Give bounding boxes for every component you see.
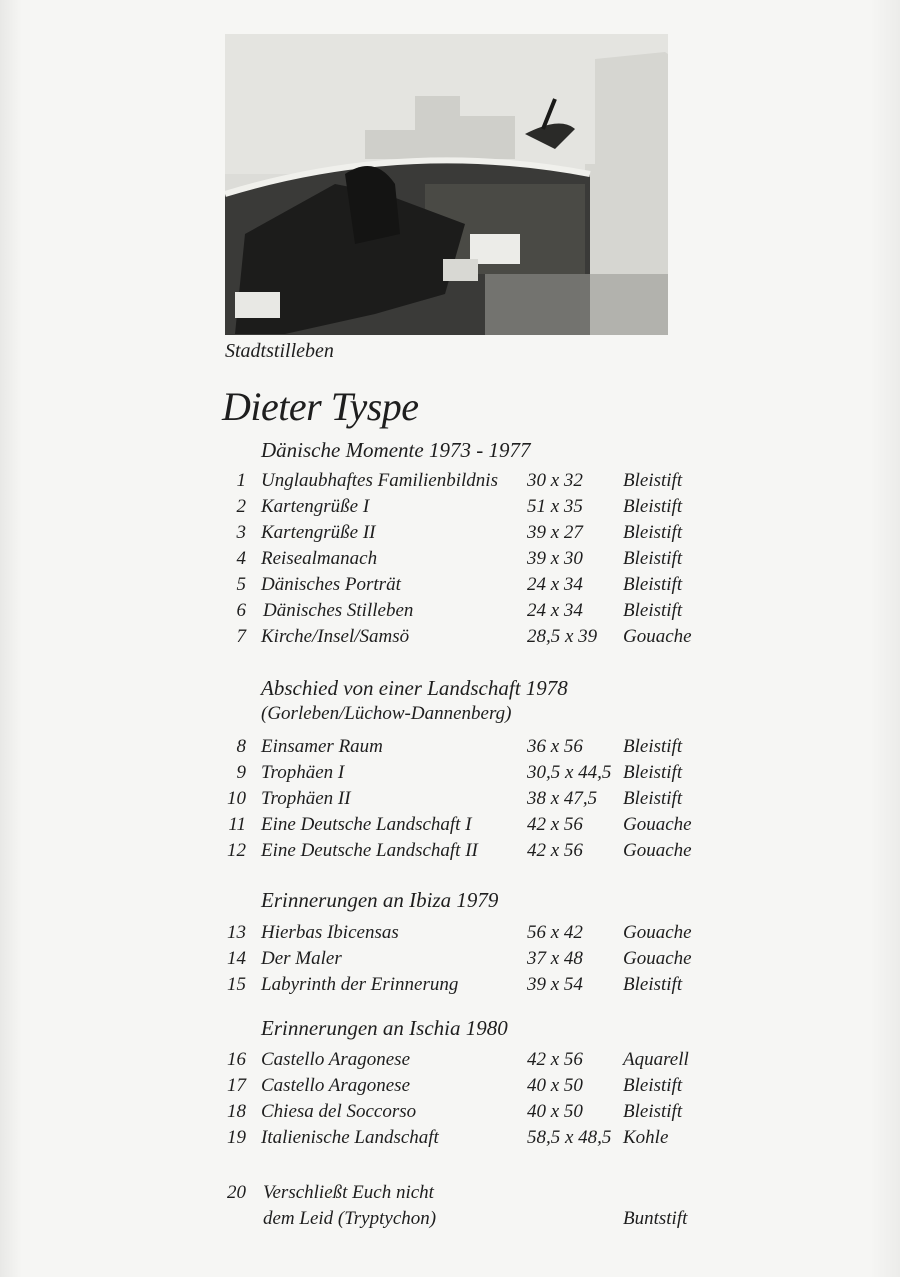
work-title: Kartengrüße II — [261, 522, 376, 543]
work-medium: Bleistift — [623, 974, 683, 995]
work-title: Kartengrüße I — [261, 496, 370, 517]
work-size: 40 x 50 — [527, 1075, 583, 1096]
work-number: 7 — [236, 626, 246, 647]
work-size: 38 x 47,5 — [527, 788, 598, 809]
section-subtitle: (Gorleben/Lüchow-Dannenberg) — [261, 703, 512, 724]
artwork-photo — [225, 34, 668, 335]
work-medium: Bleistift — [623, 574, 683, 595]
work-title: Castello Aragonese — [261, 1049, 411, 1070]
section-title: Erinnerungen an Ischia 1980 — [261, 1016, 508, 1040]
list-item — [0, 948, 900, 974]
work-title: Einsamer Raum — [261, 736, 383, 757]
work-medium: Kohle — [623, 1127, 669, 1148]
work-number: 16 — [227, 1049, 246, 1070]
section-title: Abschied von einer Landschaft 1978 — [261, 676, 568, 700]
work-medium: Bleistift — [623, 788, 683, 809]
work-number: 10 — [227, 788, 246, 809]
work-title: Labyrinth der Erinnerung — [261, 974, 459, 995]
work-size: 42 x 56 — [527, 1049, 583, 1070]
work-title: Hierbas Ibicensas — [261, 922, 399, 943]
work-number: 3 — [236, 522, 246, 543]
list-item — [0, 762, 900, 788]
work-title: Dänisches Stilleben — [263, 600, 414, 621]
work-medium: Bleistift — [623, 1075, 683, 1096]
work-size: 39 x 27 — [527, 522, 583, 543]
work-number: 2 — [236, 496, 246, 517]
work-medium: Gouache — [623, 922, 692, 943]
list-item — [0, 788, 900, 814]
work-title: Reisealmanach — [261, 548, 378, 569]
work-medium: Bleistift — [623, 1101, 683, 1122]
work-title: Unglaubhaftes Familienbildnis — [261, 470, 498, 491]
work-number: 17 — [227, 1075, 246, 1096]
work-title: Eine Deutsche Landschaft II — [261, 840, 478, 861]
work-number: 19 — [227, 1127, 246, 1148]
work-medium: Bleistift — [623, 600, 683, 621]
work-medium: Bleistift — [623, 522, 683, 543]
work-size: 42 x 56 — [527, 814, 583, 835]
work-title: Kirche/Insel/Samsö — [261, 626, 410, 647]
work-medium: Aquarell — [623, 1049, 689, 1070]
work-size: 56 x 42 — [527, 922, 583, 943]
list-item — [0, 626, 900, 652]
work-number: 9 — [236, 762, 246, 783]
list-item-continuation — [0, 1208, 900, 1234]
work-title: Verschließt Euch nicht — [263, 1182, 434, 1203]
work-number: 6 — [236, 600, 246, 621]
work-number: 12 — [227, 840, 246, 861]
section-title: Dänische Momente 1973 - 1977 — [261, 438, 531, 462]
work-size: 42 x 56 — [527, 840, 583, 861]
work-size: 40 x 50 — [527, 1101, 583, 1122]
work-title: Italienische Landschaft — [261, 1127, 439, 1148]
list-item — [0, 1101, 900, 1127]
work-number: 8 — [236, 736, 246, 757]
photo-caption: Stadtstilleben — [225, 340, 334, 362]
work-title: Der Maler — [261, 948, 342, 969]
work-size: 28,5 x 39 — [527, 626, 598, 647]
work-size: 36 x 56 — [527, 736, 583, 757]
list-item — [0, 548, 900, 574]
work-title-continued: dem Leid (Tryptychon) — [263, 1208, 437, 1229]
work-title: Trophäen I — [261, 762, 345, 783]
work-medium: Gouache — [623, 948, 692, 969]
work-title: Dänisches Porträt — [261, 574, 401, 595]
work-size: 30 x 32 — [527, 470, 583, 491]
list-item — [0, 470, 900, 496]
list-item — [0, 922, 900, 948]
work-size: 39 x 54 — [527, 974, 583, 995]
list-item — [0, 840, 900, 866]
work-medium: Bleistift — [623, 736, 683, 757]
work-size: 24 x 34 — [527, 574, 583, 595]
work-number: 20 — [227, 1182, 246, 1203]
list-item — [0, 736, 900, 762]
list-item — [0, 974, 900, 1000]
work-medium: Gouache — [623, 626, 692, 647]
work-medium: Gouache — [623, 840, 692, 861]
work-number: 18 — [227, 1101, 246, 1122]
list-item — [0, 1049, 900, 1075]
work-medium: Bleistift — [623, 496, 683, 517]
work-number: 14 — [227, 948, 246, 969]
work-medium: Bleistift — [623, 548, 683, 569]
list-item — [0, 1182, 900, 1208]
list-item — [0, 496, 900, 522]
work-title: Trophäen II — [261, 788, 351, 809]
work-title: Castello Aragonese — [261, 1075, 411, 1096]
list-item — [0, 600, 900, 626]
work-medium: Gouache — [623, 814, 692, 835]
work-number: 13 — [227, 922, 246, 943]
work-number: 5 — [236, 574, 246, 595]
work-size: 37 x 48 — [527, 948, 583, 969]
list-item — [0, 814, 900, 840]
work-medium: Buntstift — [623, 1208, 688, 1229]
work-number: 4 — [236, 548, 246, 569]
artist-name: Dieter Tyspe — [222, 384, 419, 429]
work-number: 11 — [228, 814, 246, 835]
work-size: 51 x 35 — [527, 496, 583, 517]
list-item — [0, 522, 900, 548]
work-title: Eine Deutsche Landschaft I — [261, 814, 472, 835]
work-size: 30,5 x 44,5 — [527, 762, 612, 783]
list-item — [0, 574, 900, 600]
work-medium: Bleistift — [623, 762, 683, 783]
list-item — [0, 1075, 900, 1101]
work-title: Chiesa del Soccorso — [261, 1101, 417, 1122]
work-size: 24 x 34 — [527, 600, 583, 621]
work-number: 15 — [227, 974, 246, 995]
list-item — [0, 1127, 900, 1153]
work-size: 39 x 30 — [527, 548, 583, 569]
work-size: 58,5 x 48,5 — [527, 1127, 612, 1148]
work-number: 1 — [236, 470, 246, 491]
section-title: Erinnerungen an Ibiza 1979 — [261, 888, 499, 912]
work-medium: Bleistift — [623, 470, 683, 491]
